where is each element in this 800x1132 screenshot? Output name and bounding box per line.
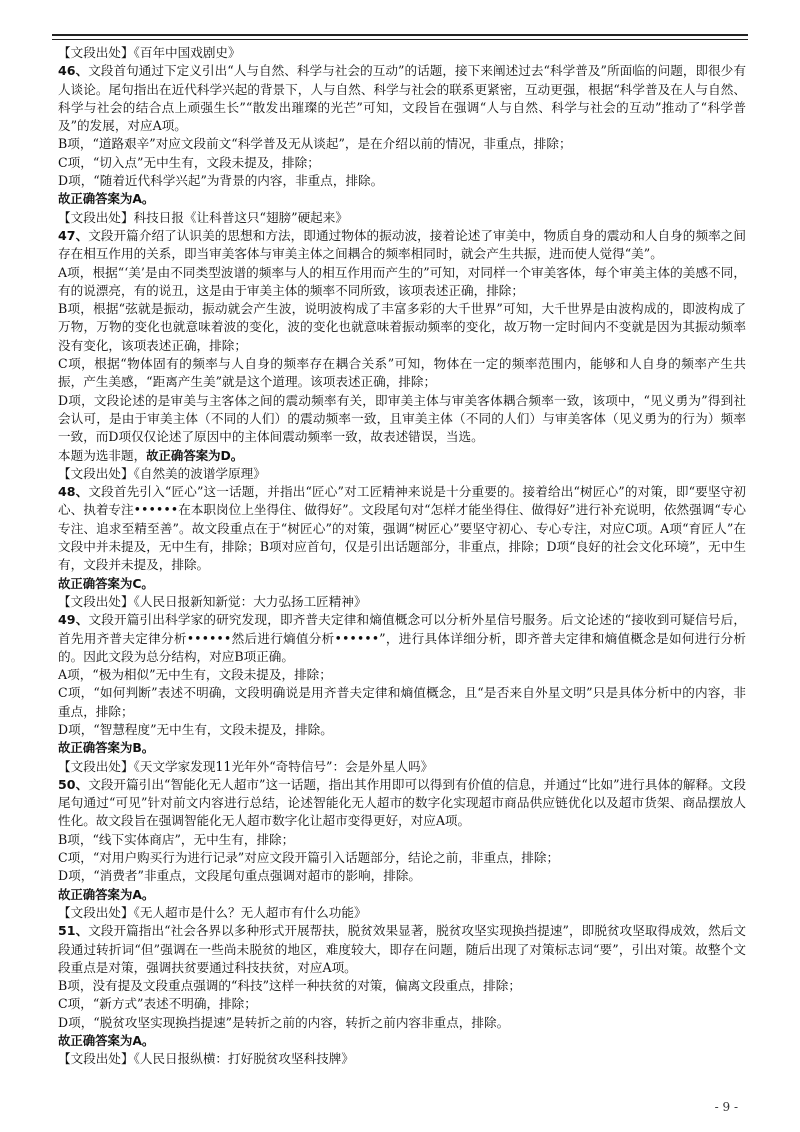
option-analysis: B项，“线下实体商店”，无中生有，排除； xyxy=(58,831,295,847)
option-analysis: C项，“切入点”无中生有，文段未提及，排除； xyxy=(58,154,320,170)
question-number: 47、 xyxy=(58,227,89,243)
analysis-text: 文段开篇引出“智能化无人超市”这一话题，指出其作用即可以得到有价值的信息，并通过“比如”进行具体的解释。文段尾句通过“可见”针对前文内容进行总结，论述智能化无人超市的数字化实现超市商品供应链优化以及超市货架、商品摆放人性化。故文段旨在强调智能化无人超市数字化让超市变得更好，对应A项。 xyxy=(58,776,746,829)
question-analysis xyxy=(58,922,746,977)
source-citation: 【文段出处】《人民日报新知新觉：大力弘扬工匠精神》 xyxy=(58,593,367,609)
source-citation: 【文段出处】《天文学家发现11光年外“奇特信号”：会是外星人吗》 xyxy=(58,758,434,774)
question-number: 48、 xyxy=(58,484,89,500)
question-analysis xyxy=(58,62,746,135)
option-analysis: B项，没有提及文段重点强调的“科技”这样一种扶贫的对策，偏离文段重点，排除； xyxy=(58,978,521,994)
correct-answer: 故正确答案为C。 xyxy=(58,575,154,591)
question-analysis xyxy=(58,776,746,831)
option-analysis: C项，“如何判断”表述不明确，文段明确说是用齐普夫定律和熵值概念，且“是否来自外星文明”只是具体分析中的内容，非重点，排除； xyxy=(58,685,746,719)
page-number: - 9 - xyxy=(714,1100,738,1114)
option-analysis: C项，“新方式”表述不明确，排除； xyxy=(58,996,257,1012)
question-number: 49、 xyxy=(58,612,89,628)
source-citation: 【文段出处】《自然美的波谱学原理》 xyxy=(58,465,266,481)
analysis-text: 文段开篇介绍了认识美的思想和方法，即通过物体的振动波，接着论述了审美中，物质自身的震动和人自身的频率之间存在相互作用的关系，即当审美客体与审美主体之间耦合的频率相同时，就会产生共振，进而使人觉得“美”。 xyxy=(58,227,746,262)
correct-answer: 故正确答案为A。 xyxy=(58,1033,155,1049)
analysis-text: 文段首句通过下定义引出“人与自然、科学与社会的互动”的话题，接下来阐述过去“科学普及”所面临的问题，即很少有人谈论。尾句指出在近代科学兴起的背景下，人与自然、科学与社会的联系更紧密，互动更强，根据“科学普及在人与自然、科学与社会的结合点上顽强生长”“散发出璀璨的光芒”可知，文段旨在强调“人与自然、科学与社会的互动”推动了“科学普及”的发展，对应A项。 xyxy=(58,63,746,134)
option-analysis: A项，“极为相似”无中生有，文段未提及，排除； xyxy=(58,667,332,683)
analysis-text: 文段首先引入“匠心”这一话题，并指出“匠心”对工匠精神来说是十分重要的。接着给出“树匠心”的对策，即“要坚守初心、执着专注••••••在本职岗位上坐得住、做得好”。文段尾句对“怎样才能坐得住、做得好”进行补充说明，依然强调“专心专注、追求至精至善”。故文段重点在于“树匠心”的对策，强调“树匠心”要坚守初心、专心专注，对应C项。A项“育匠人”在文段中并未提及，无中生有，排除；B项对应首句，仅是引出话题部分，非重点，排除；D项“良好的社会文化环境”，无中生有，文段并未提及，排除。 xyxy=(58,484,746,573)
analysis-text: 文段开篇指出“社会各界以多种形式开展帮扶，脱贫效果显著，脱贫攻坚实现换挡提速”，即脱贫攻坚取得成效，然后文段通过转折词“但”强调在一些尚未脱贫的地区，难度较大，即存在问题，随后出现了对策标志词“要”，引出对策。故整个文段重点是对策，强调扶贫要通过科技扶贫，对应A项。 xyxy=(58,923,746,975)
question-number: 50、 xyxy=(58,776,89,792)
option-analysis: D项，“消费者”非重点，文段尾句重点强调对超市的影响，排除。 xyxy=(58,868,422,884)
source-citation: 【文段出处】《无人超市是什么？无人超市有什么功能》 xyxy=(58,904,367,920)
option-analysis: B项，“道路艰辛”对应文段前文“科学普及无从谈起”，是在介绍以前的情况，非重点，排除； xyxy=(58,136,572,152)
option-analysis: C项，“对用户购买行为进行记录”对应文段开篇引入话题部分，结论之前，非重点，排除； xyxy=(58,850,560,866)
source-citation: 【文段出处】《百年中国戏剧史》 xyxy=(58,45,241,60)
option-analysis: C项，根据“物体固有的频率与人自身的频率存在耦合关系”可知，物体在一定的频率范围内，能够和人自身的频率产生共振，产生美感，“距离产生美”就是这个道理。该项表述正确，排除； xyxy=(58,356,746,390)
header-rule-thin xyxy=(52,39,748,40)
question-analysis xyxy=(58,227,746,264)
answer-note: 本题为选非题， xyxy=(58,447,147,463)
source-citation: 【文段出处】《人民日报纵横：打好脱贫攻坚科技牌》 xyxy=(58,1051,354,1067)
question-number: 51、 xyxy=(58,923,89,939)
correct-answer: 故正确答案为B。 xyxy=(58,740,155,756)
question-analysis xyxy=(58,483,746,574)
option-analysis: A项，根据“‘美’是由不同类型波谱的频率与人的相互作用而产生的”可知，对同样一个审美客体，每个审美主体的美感不同，有的说漂亮，有的说丑，这是由于审美主体的频率不同所致，该项表述正确，排除； xyxy=(58,264,746,298)
source-citation: 【文段出处】科技日报《让科普这只“翅膀”硬起来》 xyxy=(58,209,348,225)
correct-answer: 故正确答案为D。 xyxy=(146,447,244,463)
answer-line xyxy=(58,447,746,465)
option-analysis: D项，文段论述的是审美与主客体之间的震动频率有关，即审美主体与审美客体耦合频率一致，该项中，“见义勇为”得到社会认可，是由于审美主体（不同的人们）的震动频率一致，且审美主体（不同的人们）与审美客体（见义勇为的行为）频率一致，而D项仅仅论述了原因中的主体间震动频率一致，故表述错误，当选。 xyxy=(58,392,746,445)
option-analysis: D项，“随着近代科学兴起”为背景的内容，非重点，排除。 xyxy=(58,173,384,189)
option-analysis: B项，根据“弦就是振动，振动就会产生波，说明波构成了丰富多彩的大千世界”可知，大千世界是由波构成的，即波构成了万物，万物的变化也就意味着波的变化，波的变化也就意味着振动频率的变化，故万物一定时间内不变就是因为其振动频率没有变化，该项表述正确，排除； xyxy=(58,301,746,353)
question-analysis xyxy=(58,611,746,666)
option-analysis: D项，“脱贫攻坚实现换挡提速”是转折之前的内容，转折之前内容非重点，排除。 xyxy=(58,1014,510,1030)
correct-answer: 故正确答案为A。 xyxy=(58,191,155,207)
document-body xyxy=(58,44,746,1069)
option-analysis: D项，“智慧程度”无中生有，文段未提及，排除。 xyxy=(58,721,333,737)
correct-answer: 故正确答案为A。 xyxy=(58,886,155,902)
analysis-text: 文段开篇引出科学家的研究发现，即齐普夫定律和熵值概念可以分析外星信号服务。后文论述的“接收到可疑信号后，首先用齐普夫定律分析••••••然后进行熵值分析••••••”，进行具体详细分析，即齐普夫定律和熵值概念是如何进行分析的。因此文段为总分结构，对应B项正确。 xyxy=(58,612,746,664)
header-rule-thick xyxy=(52,34,748,36)
question-number: 46、 xyxy=(58,63,89,79)
